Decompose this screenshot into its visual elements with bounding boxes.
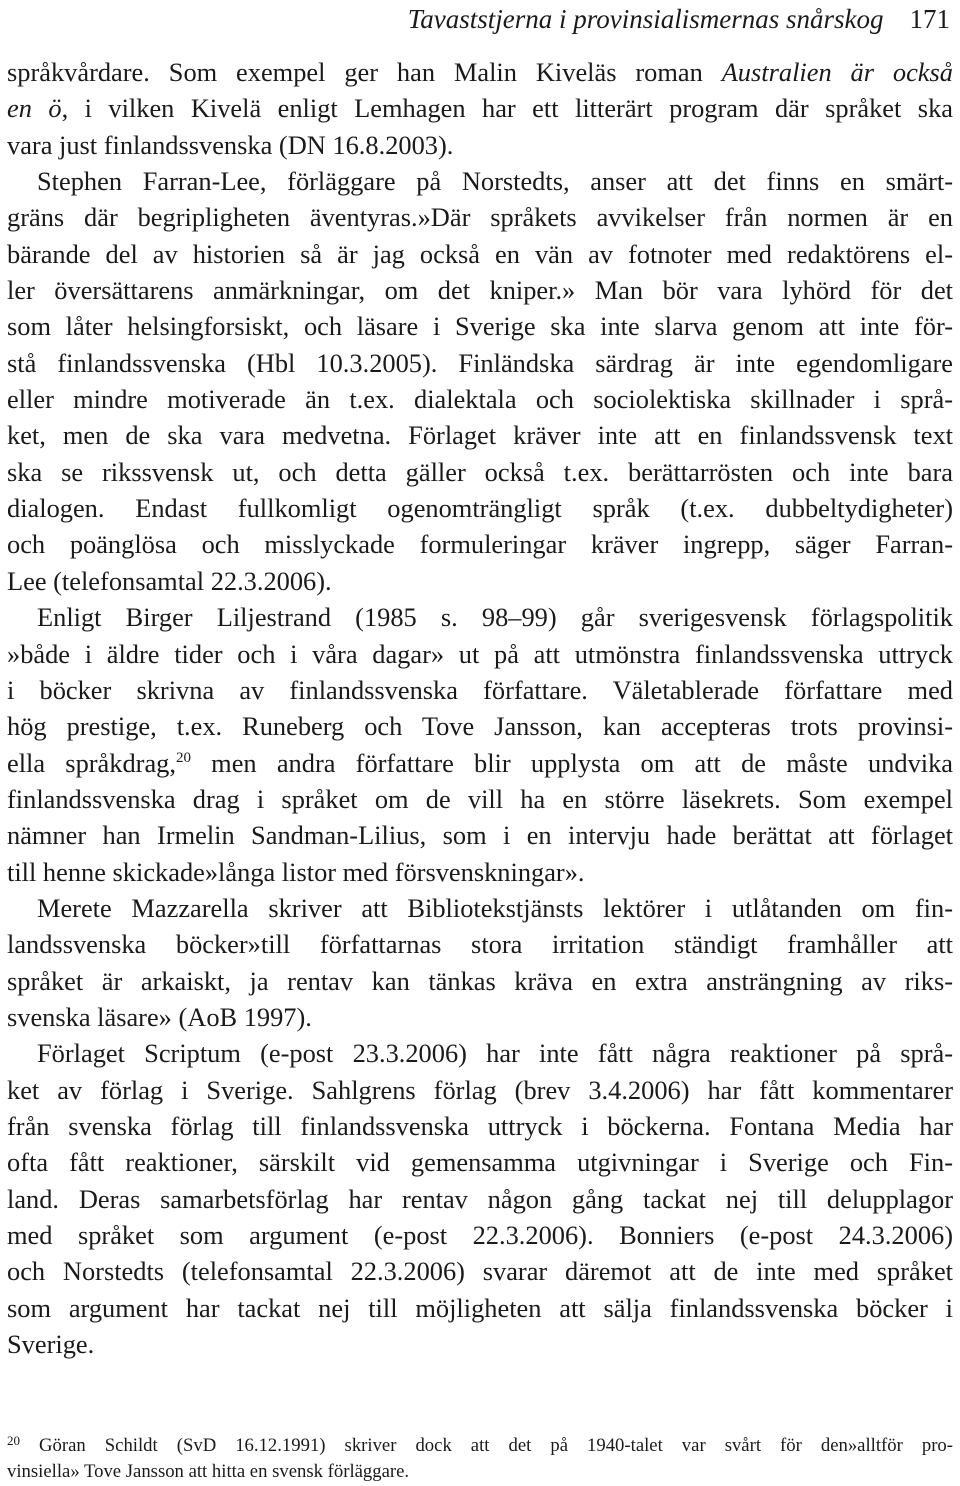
- running-title: Tavaststjerna i provinsialismernas snårskog: [407, 4, 884, 34]
- text-line: [7, 1144, 953, 1180]
- text-run: från svenska förlag till finlandssvenska uttryck i böckerna. Fontana Media har: [7, 1110, 953, 1141]
- text-run: Lee (telefonsamtal 22.3.2006).: [7, 565, 332, 596]
- text-line: [7, 999, 953, 1035]
- text-line: [7, 526, 953, 562]
- text-run: Stephen Farran-Lee, förläggare på Norstedts, anser att det finns en smärt-: [37, 166, 953, 197]
- text-line: [7, 308, 953, 344]
- text-run: språket är arkaiskt, ja rentav kan tänkas kräva en extra ansträngning av riks-: [7, 965, 953, 996]
- text-line: [7, 127, 953, 163]
- running-header: [408, 2, 950, 36]
- text-line: [7, 490, 953, 526]
- italic-title: en ö: [7, 93, 62, 124]
- text-run: med språket som argument (e-post 22.3.2006). Bonniers (e-post 24.3.2006): [7, 1220, 953, 1250]
- text-line: [7, 54, 953, 90]
- text-line: [7, 708, 953, 744]
- text-line: [7, 1035, 953, 1071]
- text-run: som låter helsingforsiskt, och läsare i Sverige ska inte slarva genom att inte för-: [7, 311, 953, 342]
- page-number: 171: [909, 4, 950, 34]
- text-line: [7, 926, 953, 962]
- text-run: »både i äldre tider och i våra dagar» ut på att utmönstra finlandssvenska uttryck: [7, 638, 953, 669]
- text-run: hög prestige, t.ex. Runeberg och Tove Jansson, kan accepteras trots provinsi-: [7, 711, 953, 742]
- text-line: [7, 1108, 953, 1144]
- text-run: men andra författare blir upplysta om att de måste undvika: [190, 747, 953, 778]
- text-line: [7, 817, 953, 853]
- text-run: Enligt Birger Liljestrand (1985 s. 98–99) går sverigesvensk förlagspolitik: [37, 602, 953, 633]
- text-run: landssvenska böcker»till författarnas stora irritation ständigt framhåller att: [7, 929, 953, 960]
- text-line: [7, 563, 953, 599]
- text-line: [7, 163, 953, 199]
- text-run: Sverige.: [7, 1329, 95, 1360]
- text-run: eller mindre motiverade än t.ex. dialektala och sociolektiska skillnader i språ-: [7, 384, 953, 415]
- text-line: [7, 636, 953, 672]
- text-run: gräns där begripligheten äventyras.»Där språkets avvikelser från normen är en: [7, 202, 953, 233]
- text-run: Merete Mazzarella skriver att Bibliotekstjänsts lektörer i utlåtanden om fin-: [37, 892, 953, 923]
- text-line: [7, 236, 953, 272]
- footnote-line: [7, 1433, 953, 1459]
- text-line: [7, 1217, 953, 1253]
- footnote-marker: 20: [7, 1433, 20, 1448]
- text-line: [7, 745, 953, 781]
- text-run: land. Deras samarbetsförlag har rentav någon gång tackat nej till delupplagor: [7, 1183, 953, 1214]
- text-run: språkvårdare. Som exempel ger han Malin Kiveläs roman: [7, 57, 722, 87]
- text-line: [7, 963, 953, 999]
- text-run: vara just finlandssvenska (DN 16.8.2003).: [7, 129, 454, 160]
- text-run: bärande del av historien så är jag också en vän av fotnoter med redaktörens el-: [7, 238, 953, 269]
- text-run: och poänglösa och misslyckade formuleringar kräver ingrepp, säger Farran-: [7, 529, 953, 560]
- text-run: nämner han Irmelin Sandman-Lilius, som i en intervju hade berättat att förlaget: [7, 820, 953, 851]
- text-line: [7, 417, 953, 453]
- text-run: till henne skickade»långa listor med försvenskningar».: [7, 856, 585, 887]
- footnote-reference: 20: [175, 749, 191, 766]
- text-run: , i vilken Kivelä enligt Lemhagen har ett litterärt program där språket ska: [61, 93, 953, 124]
- text-line: [7, 1181, 953, 1217]
- text-run: i böcker skrivna av finlandssvenska författare. Väletablerade författare med: [7, 674, 953, 705]
- text-line: [7, 1326, 953, 1362]
- italic-title: Australien är också: [721, 57, 953, 87]
- text-run: ska se rikssvensk ut, och detta gäller också t.ex. berättarrösten och inte bara: [7, 456, 953, 487]
- text-run: som argument har tackat nej till möjligheten att sälja finlandssvenska böcker i: [7, 1292, 953, 1323]
- body-text: [7, 54, 953, 1362]
- text-run: ofta fått reaktioner, särskilt vid gemensamma utgivningar i Sverige och Fin-: [7, 1147, 953, 1178]
- footnote-text: Göran Schildt (SvD 16.12.1991) skriver dock att det på 1940-talet var svårt för den»alltför pro-: [39, 1435, 953, 1456]
- text-run: ket, men de ska vara medvetna. Förlaget kräver inte att en finlandssvensk text: [7, 420, 953, 451]
- text-run: finlandssvenska drag i språket om de vill ha en större läsekrets. Som exempel: [7, 783, 953, 814]
- text-line: [7, 890, 953, 926]
- text-run: stå finlandssvenska (Hbl 10.3.2005). Finländska särdrag är inte egendomligare: [7, 347, 953, 378]
- text-line: [7, 381, 953, 417]
- text-run: ella språkdrag,: [7, 747, 176, 778]
- footnote-text: vinsiella» Tove Jansson att hitta en svensk förläggare.: [7, 1461, 410, 1482]
- footnote-line: [7, 1459, 953, 1485]
- text-line: [7, 1072, 953, 1108]
- text-run: och Norstedts (telefonsamtal 22.3.2006) svarar däremot att de inte med språket: [7, 1256, 953, 1287]
- text-run: ler översättarens anmärkningar, om det kniper.» Man bör vara lyhörd för det: [7, 275, 953, 306]
- text-line: [7, 272, 953, 308]
- text-line: [7, 1253, 953, 1289]
- text-line: [7, 90, 953, 126]
- text-line: [7, 199, 953, 235]
- text-line: [7, 345, 953, 381]
- text-run: ket av förlag i Sverige. Sahlgrens förlag (brev 3.4.2006) har fått kommentarer: [7, 1074, 953, 1105]
- text-line: [7, 599, 953, 635]
- text-run: dialogen. Endast fullkomligt ogenomträngligt språk (t.ex. dubbeltydigheter): [7, 493, 953, 524]
- text-run: Förlaget Scriptum (e-post 23.3.2006) har inte fått några reaktioner på språ-: [37, 1038, 953, 1069]
- text-line: [7, 781, 953, 817]
- text-line: [7, 454, 953, 490]
- text-line: [7, 1290, 953, 1326]
- text-line: [7, 672, 953, 708]
- text-run: svenska läsare» (AoB 1997).: [7, 1001, 312, 1032]
- text-line: [7, 854, 953, 890]
- footnote: [7, 1433, 953, 1485]
